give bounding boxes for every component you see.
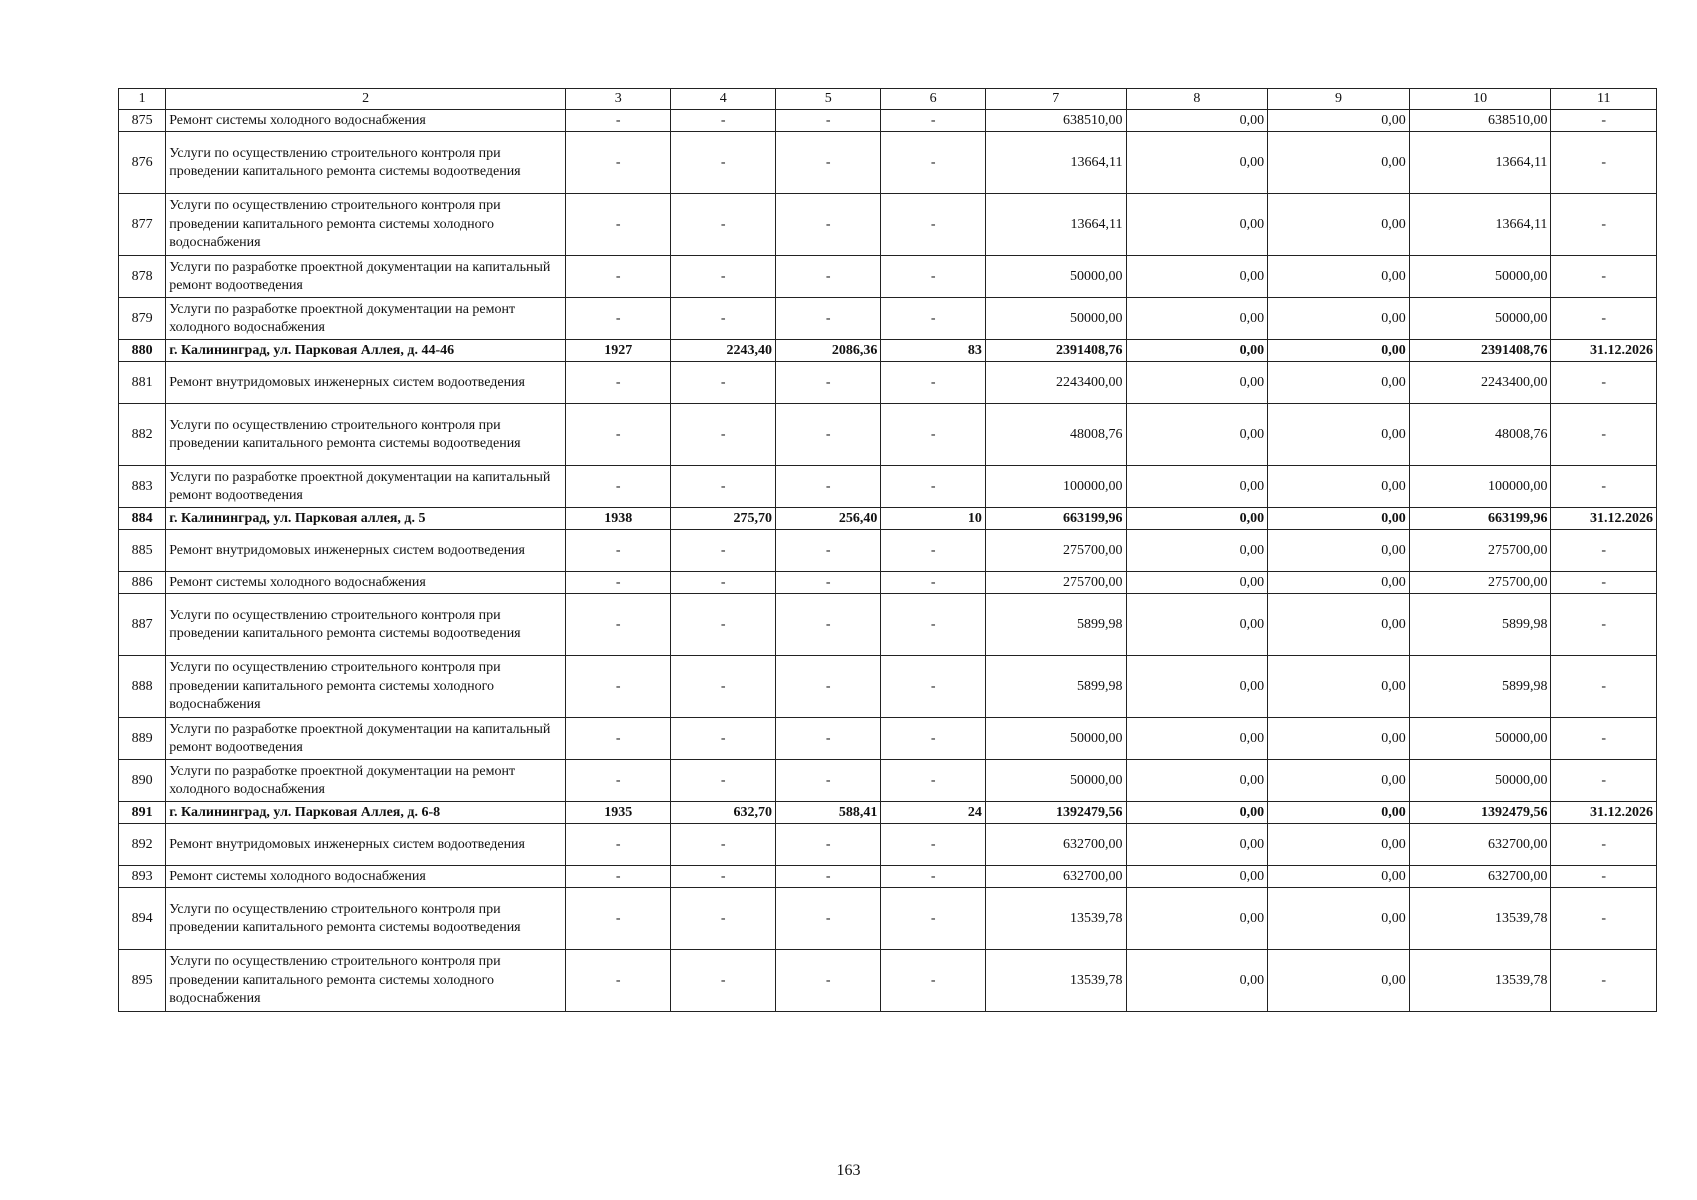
cell-col-9: 0,00 <box>1268 824 1410 866</box>
table-row <box>119 530 1657 572</box>
cell-col-3: - <box>566 866 671 888</box>
cell-col-11: - <box>1551 362 1657 404</box>
cell-col-5: - <box>775 950 880 1012</box>
cell-col-8: 0,00 <box>1126 888 1268 950</box>
cell-col-4: - <box>671 362 775 404</box>
cell-col-5: - <box>775 110 880 132</box>
cell-col-10: 50000,00 <box>1409 298 1551 340</box>
cell-col-4: - <box>671 256 775 298</box>
table-row <box>119 466 1657 508</box>
cell-col-3: 1935 <box>566 802 671 824</box>
table-row <box>119 718 1657 760</box>
column-header: 10 <box>1409 89 1551 110</box>
cell-col-5: - <box>775 824 880 866</box>
cell-col-11: - <box>1551 718 1657 760</box>
cell-col-11: - <box>1551 132 1657 194</box>
address-row <box>119 802 1657 824</box>
row-number: 894 <box>119 888 166 950</box>
cell-col-5: - <box>775 866 880 888</box>
cell-col-7: 13539,78 <box>985 888 1126 950</box>
cell-col-5: - <box>775 760 880 802</box>
cell-col-4: - <box>671 594 775 656</box>
cell-col-6: - <box>881 888 985 950</box>
capital-repair-table <box>118 88 1657 1012</box>
cell-col-7: 48008,76 <box>985 404 1126 466</box>
row-number: 890 <box>119 760 166 802</box>
cell-col-9: 0,00 <box>1268 950 1410 1012</box>
cell-col-5: 588,41 <box>775 802 880 824</box>
cell-col-10: 50000,00 <box>1409 718 1551 760</box>
row-description: Услуги по осуществлению строительного контроля при проведении капитального ремонта системы водоотведения <box>166 132 566 194</box>
cell-col-8: 0,00 <box>1126 530 1268 572</box>
cell-col-6: - <box>881 466 985 508</box>
cell-col-8: 0,00 <box>1126 404 1268 466</box>
cell-col-6: - <box>881 866 985 888</box>
row-description: Услуги по разработке проектной документации на ремонт холодного водоснабжения <box>166 298 566 340</box>
cell-col-8: 0,00 <box>1126 340 1268 362</box>
cell-col-6: - <box>881 950 985 1012</box>
cell-col-9: 0,00 <box>1268 340 1410 362</box>
table-body <box>119 110 1657 1012</box>
cell-col-11: 31.12.2026 <box>1551 802 1657 824</box>
cell-col-8: 0,00 <box>1126 824 1268 866</box>
row-number: 875 <box>119 110 166 132</box>
cell-col-9: 0,00 <box>1268 110 1410 132</box>
cell-col-10: 275700,00 <box>1409 530 1551 572</box>
cell-col-10: 5899,98 <box>1409 656 1551 718</box>
cell-col-11: - <box>1551 194 1657 256</box>
cell-col-6: - <box>881 132 985 194</box>
cell-col-4: - <box>671 298 775 340</box>
cell-col-4: - <box>671 530 775 572</box>
column-header: 11 <box>1551 89 1657 110</box>
cell-col-8: 0,00 <box>1126 656 1268 718</box>
cell-col-3: - <box>566 362 671 404</box>
cell-col-10: 275700,00 <box>1409 572 1551 594</box>
cell-col-9: 0,00 <box>1268 132 1410 194</box>
row-number: 883 <box>119 466 166 508</box>
row-description: Ремонт системы холодного водоснабжения <box>166 866 566 888</box>
cell-col-11: - <box>1551 950 1657 1012</box>
table-row <box>119 888 1657 950</box>
cell-col-11: - <box>1551 110 1657 132</box>
cell-col-10: 13539,78 <box>1409 888 1551 950</box>
cell-col-4: - <box>671 824 775 866</box>
cell-col-4: - <box>671 760 775 802</box>
row-description: г. Калининград, ул. Парковая Аллея, д. 44-46 <box>166 340 566 362</box>
cell-col-3: - <box>566 110 671 132</box>
cell-col-9: 0,00 <box>1268 888 1410 950</box>
row-description: Ремонт внутридомовых инженерных систем водоотведения <box>166 824 566 866</box>
cell-col-7: 50000,00 <box>985 718 1126 760</box>
cell-col-4: - <box>671 656 775 718</box>
cell-col-11: - <box>1551 656 1657 718</box>
cell-col-7: 2243400,00 <box>985 362 1126 404</box>
cell-col-11: - <box>1551 256 1657 298</box>
row-number: 889 <box>119 718 166 760</box>
cell-col-7: 100000,00 <box>985 466 1126 508</box>
column-header: 7 <box>985 89 1126 110</box>
cell-col-11: - <box>1551 572 1657 594</box>
cell-col-4: - <box>671 466 775 508</box>
table-row <box>119 572 1657 594</box>
cell-col-10: 13539,78 <box>1409 950 1551 1012</box>
cell-col-5: - <box>775 572 880 594</box>
cell-col-3: - <box>566 256 671 298</box>
cell-col-4: - <box>671 132 775 194</box>
cell-col-4: 632,70 <box>671 802 775 824</box>
cell-col-6: 24 <box>881 802 985 824</box>
cell-col-11: - <box>1551 760 1657 802</box>
cell-col-3: - <box>566 760 671 802</box>
cell-col-10: 100000,00 <box>1409 466 1551 508</box>
cell-col-6: 10 <box>881 508 985 530</box>
column-header: 5 <box>775 89 880 110</box>
cell-col-10: 2243400,00 <box>1409 362 1551 404</box>
cell-col-10: 50000,00 <box>1409 760 1551 802</box>
cell-col-6: - <box>881 530 985 572</box>
cell-col-4: - <box>671 110 775 132</box>
cell-col-4: 275,70 <box>671 508 775 530</box>
cell-col-10: 5899,98 <box>1409 594 1551 656</box>
cell-col-6: - <box>881 572 985 594</box>
cell-col-3: - <box>566 466 671 508</box>
cell-col-10: 13664,11 <box>1409 132 1551 194</box>
cell-col-9: 0,00 <box>1268 656 1410 718</box>
cell-col-9: 0,00 <box>1268 194 1410 256</box>
table-row <box>119 404 1657 466</box>
cell-col-7: 50000,00 <box>985 256 1126 298</box>
cell-col-8: 0,00 <box>1126 508 1268 530</box>
row-description: Услуги по осуществлению строительного контроля при проведении капитального ремонта системы водоотведения <box>166 594 566 656</box>
cell-col-8: 0,00 <box>1126 110 1268 132</box>
column-header: 3 <box>566 89 671 110</box>
cell-col-9: 0,00 <box>1268 718 1410 760</box>
row-number: 880 <box>119 340 166 362</box>
cell-col-7: 638510,00 <box>985 110 1126 132</box>
cell-col-8: 0,00 <box>1126 802 1268 824</box>
cell-col-11: - <box>1551 404 1657 466</box>
row-number: 888 <box>119 656 166 718</box>
cell-col-6: - <box>881 256 985 298</box>
cell-col-8: 0,00 <box>1126 298 1268 340</box>
cell-col-7: 2391408,76 <box>985 340 1126 362</box>
cell-col-6: - <box>881 362 985 404</box>
row-description: Услуги по разработке проектной документации на капитальный ремонт водоотведения <box>166 718 566 760</box>
cell-col-5: 256,40 <box>775 508 880 530</box>
cell-col-8: 0,00 <box>1126 866 1268 888</box>
cell-col-5: 2086,36 <box>775 340 880 362</box>
table-row <box>119 950 1657 1012</box>
cell-col-9: 0,00 <box>1268 572 1410 594</box>
cell-col-6: - <box>881 718 985 760</box>
cell-col-6: - <box>881 824 985 866</box>
cell-col-3: - <box>566 950 671 1012</box>
table-row <box>119 824 1657 866</box>
row-description: Ремонт системы холодного водоснабжения <box>166 572 566 594</box>
cell-col-9: 0,00 <box>1268 362 1410 404</box>
cell-col-9: 0,00 <box>1268 404 1410 466</box>
row-description: Услуги по осуществлению строительного контроля при проведении капитального ремонта системы холодного водоснабжения <box>166 194 566 256</box>
column-header: 4 <box>671 89 775 110</box>
row-description: Услуги по разработке проектной документации на капитальный ремонт водоотведения <box>166 466 566 508</box>
cell-col-9: 0,00 <box>1268 256 1410 298</box>
cell-col-10: 13664,11 <box>1409 194 1551 256</box>
column-header: 6 <box>881 89 985 110</box>
cell-col-8: 0,00 <box>1126 466 1268 508</box>
cell-col-3: - <box>566 888 671 950</box>
cell-col-8: 0,00 <box>1126 362 1268 404</box>
cell-col-3: - <box>566 194 671 256</box>
row-description: Ремонт внутридомовых инженерных систем водоотведения <box>166 530 566 572</box>
column-header: 2 <box>166 89 566 110</box>
column-number-header-row <box>119 89 1657 110</box>
cell-col-11: 31.12.2026 <box>1551 508 1657 530</box>
cell-col-3: - <box>566 298 671 340</box>
row-number: 881 <box>119 362 166 404</box>
cell-col-4: - <box>671 404 775 466</box>
cell-col-10: 1392479,56 <box>1409 802 1551 824</box>
cell-col-3: 1938 <box>566 508 671 530</box>
row-description: Услуги по осуществлению строительного контроля при проведении капитального ремонта системы холодного водоснабжения <box>166 656 566 718</box>
cell-col-6: - <box>881 656 985 718</box>
row-description: г. Калининград, ул. Парковая Аллея, д. 6-8 <box>166 802 566 824</box>
row-number: 882 <box>119 404 166 466</box>
cell-col-8: 0,00 <box>1126 132 1268 194</box>
row-number: 885 <box>119 530 166 572</box>
column-header: 8 <box>1126 89 1268 110</box>
cell-col-5: - <box>775 530 880 572</box>
table-row <box>119 760 1657 802</box>
cell-col-5: - <box>775 132 880 194</box>
cell-col-5: - <box>775 656 880 718</box>
cell-col-5: - <box>775 404 880 466</box>
address-row <box>119 508 1657 530</box>
row-description: Услуги по осуществлению строительного контроля при проведении капитального ремонта системы водоотведения <box>166 404 566 466</box>
row-number: 891 <box>119 802 166 824</box>
cell-col-4: - <box>671 888 775 950</box>
table-row <box>119 594 1657 656</box>
cell-col-9: 0,00 <box>1268 866 1410 888</box>
row-description: Услуги по разработке проектной документации на ремонт холодного водоснабжения <box>166 760 566 802</box>
row-number: 884 <box>119 508 166 530</box>
cell-col-11: - <box>1551 866 1657 888</box>
cell-col-9: 0,00 <box>1268 802 1410 824</box>
cell-col-8: 0,00 <box>1126 256 1268 298</box>
row-number: 876 <box>119 132 166 194</box>
cell-col-7: 13664,11 <box>985 132 1126 194</box>
table-row <box>119 298 1657 340</box>
cell-col-8: 0,00 <box>1126 760 1268 802</box>
cell-col-9: 0,00 <box>1268 466 1410 508</box>
cell-col-3: - <box>566 824 671 866</box>
row-description: Услуги по разработке проектной документации на капитальный ремонт водоотведения <box>166 256 566 298</box>
row-number: 878 <box>119 256 166 298</box>
table-row <box>119 866 1657 888</box>
cell-col-5: - <box>775 466 880 508</box>
row-number: 895 <box>119 950 166 1012</box>
cell-col-10: 638510,00 <box>1409 110 1551 132</box>
cell-col-6: - <box>881 760 985 802</box>
row-description: Ремонт системы холодного водоснабжения <box>166 110 566 132</box>
page-number: 163 <box>836 1162 861 1179</box>
cell-col-3: - <box>566 132 671 194</box>
cell-col-4: - <box>671 718 775 760</box>
cell-col-7: 275700,00 <box>985 530 1126 572</box>
row-description: г. Калининград, ул. Парковая аллея, д. 5 <box>166 508 566 530</box>
cell-col-8: 0,00 <box>1126 594 1268 656</box>
cell-col-7: 632700,00 <box>985 866 1126 888</box>
row-description: Ремонт внутридомовых инженерных систем водоотведения <box>166 362 566 404</box>
cell-col-6: - <box>881 110 985 132</box>
cell-col-8: 0,00 <box>1126 572 1268 594</box>
table-row <box>119 362 1657 404</box>
cell-col-7: 663199,96 <box>985 508 1126 530</box>
cell-col-11: - <box>1551 888 1657 950</box>
cell-col-4: - <box>671 572 775 594</box>
address-row <box>119 340 1657 362</box>
cell-col-6: - <box>881 194 985 256</box>
cell-col-10: 2391408,76 <box>1409 340 1551 362</box>
cell-col-7: 5899,98 <box>985 656 1126 718</box>
cell-col-11: - <box>1551 298 1657 340</box>
cell-col-7: 275700,00 <box>985 572 1126 594</box>
row-description: Услуги по осуществлению строительного контроля при проведении капитального ремонта системы водоотведения <box>166 888 566 950</box>
cell-col-11: - <box>1551 466 1657 508</box>
cell-col-10: 632700,00 <box>1409 824 1551 866</box>
cell-col-6: - <box>881 594 985 656</box>
cell-col-5: - <box>775 298 880 340</box>
cell-col-11: - <box>1551 530 1657 572</box>
row-number: 886 <box>119 572 166 594</box>
cell-col-7: 632700,00 <box>985 824 1126 866</box>
cell-col-5: - <box>775 256 880 298</box>
cell-col-7: 1392479,56 <box>985 802 1126 824</box>
cell-col-9: 0,00 <box>1268 530 1410 572</box>
cell-col-4: 2243,40 <box>671 340 775 362</box>
cell-col-5: - <box>775 594 880 656</box>
table-row <box>119 656 1657 718</box>
cell-col-4: - <box>671 194 775 256</box>
cell-col-10: 50000,00 <box>1409 256 1551 298</box>
cell-col-7: 50000,00 <box>985 298 1126 340</box>
cell-col-4: - <box>671 950 775 1012</box>
cell-col-10: 632700,00 <box>1409 866 1551 888</box>
cell-col-11: - <box>1551 824 1657 866</box>
cell-col-3: - <box>566 656 671 718</box>
cell-col-7: 5899,98 <box>985 594 1126 656</box>
row-number: 877 <box>119 194 166 256</box>
cell-col-6: - <box>881 404 985 466</box>
row-number: 879 <box>119 298 166 340</box>
row-number: 887 <box>119 594 166 656</box>
cell-col-10: 663199,96 <box>1409 508 1551 530</box>
cell-col-8: 0,00 <box>1126 950 1268 1012</box>
column-header: 9 <box>1268 89 1410 110</box>
cell-col-5: - <box>775 194 880 256</box>
cell-col-9: 0,00 <box>1268 760 1410 802</box>
cell-col-11: - <box>1551 594 1657 656</box>
table-row <box>119 194 1657 256</box>
table-row <box>119 256 1657 298</box>
row-number: 892 <box>119 824 166 866</box>
cell-col-11: 31.12.2026 <box>1551 340 1657 362</box>
cell-col-9: 0,00 <box>1268 594 1410 656</box>
cell-col-3: - <box>566 718 671 760</box>
cell-col-5: - <box>775 362 880 404</box>
cell-col-4: - <box>671 866 775 888</box>
cell-col-3: 1927 <box>566 340 671 362</box>
cell-col-3: - <box>566 594 671 656</box>
cell-col-7: 13664,11 <box>985 194 1126 256</box>
table-row <box>119 132 1657 194</box>
cell-col-7: 13539,78 <box>985 950 1126 1012</box>
cell-col-8: 0,00 <box>1126 194 1268 256</box>
cell-col-8: 0,00 <box>1126 718 1268 760</box>
cell-col-9: 0,00 <box>1268 508 1410 530</box>
table-row <box>119 110 1657 132</box>
cell-col-3: - <box>566 572 671 594</box>
cell-col-5: - <box>775 888 880 950</box>
column-header: 1 <box>119 89 166 110</box>
cell-col-3: - <box>566 530 671 572</box>
cell-col-3: - <box>566 404 671 466</box>
row-description: Услуги по осуществлению строительного контроля при проведении капитального ремонта системы холодного водоснабжения <box>166 950 566 1012</box>
cell-col-7: 50000,00 <box>985 760 1126 802</box>
cell-col-10: 48008,76 <box>1409 404 1551 466</box>
cell-col-5: - <box>775 718 880 760</box>
cell-col-6: - <box>881 298 985 340</box>
cell-col-9: 0,00 <box>1268 298 1410 340</box>
row-number: 893 <box>119 866 166 888</box>
cell-col-6: 83 <box>881 340 985 362</box>
